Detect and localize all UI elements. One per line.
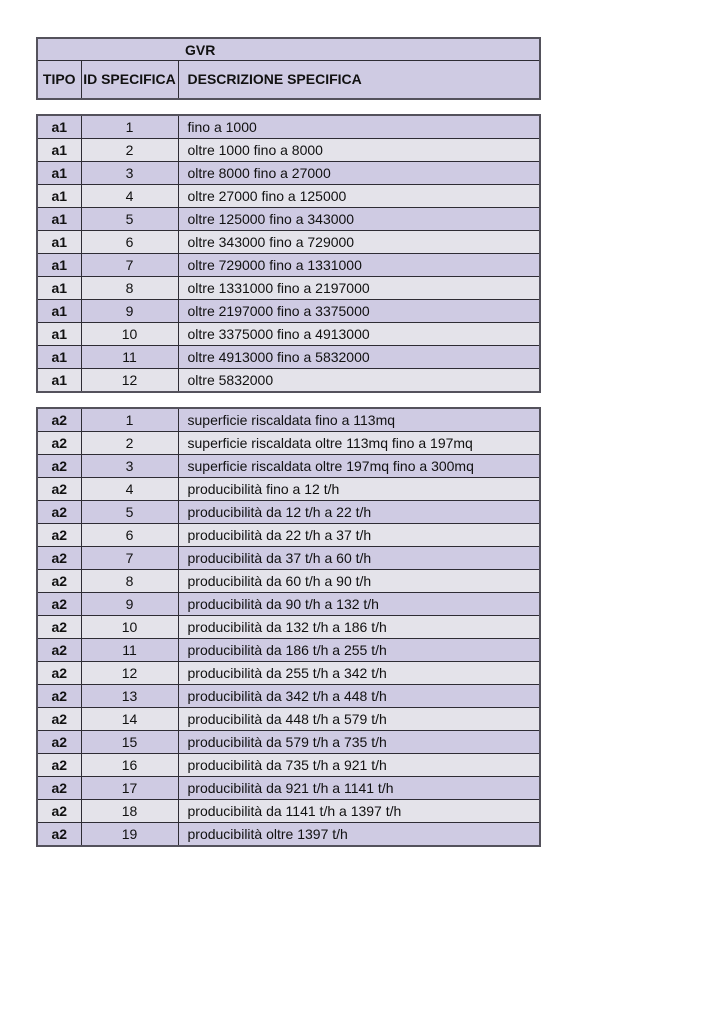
spec-table-a1-body [37,115,540,392]
tipo-cell: a2 [37,524,81,547]
descrizione-cell: producibilità da 90 t/h a 132 t/h [178,593,540,616]
table-row [37,231,540,254]
descrizione-cell: superficie riscaldata oltre 197mq fino a 300mq [178,455,540,478]
tipo-cell: a1 [37,185,81,208]
descrizione-cell: producibilità da 735 t/h a 921 t/h [178,754,540,777]
tipo-cell: a2 [37,662,81,685]
table-row [37,685,540,708]
table-row [37,185,540,208]
table-row [37,300,540,323]
table-row [37,408,540,432]
descrizione-cell: producibilità da 22 t/h a 37 t/h [178,524,540,547]
table-row [37,369,540,393]
table-row [37,277,540,300]
table-row [37,115,540,139]
tipo-cell: a2 [37,570,81,593]
tipo-cell: a2 [37,501,81,524]
descrizione-cell: producibilità da 60 t/h a 90 t/h [178,570,540,593]
table-row [37,547,540,570]
descrizione-cell: superficie riscaldata fino a 113mq [178,408,540,432]
tipo-cell: a1 [37,323,81,346]
tipo-cell: a1 [37,254,81,277]
table-row [37,639,540,662]
column-header-tipo: TIPO [37,61,81,100]
id-specifica-cell: 1 [81,408,178,432]
tipo-cell: a1 [37,231,81,254]
id-specifica-cell: 4 [81,185,178,208]
tipo-cell: a2 [37,777,81,800]
id-specifica-cell: 12 [81,662,178,685]
table-row [37,208,540,231]
id-specifica-cell: 12 [81,369,178,393]
descrizione-cell: producibilità da 921 t/h a 1141 t/h [178,777,540,800]
spec-table-a2-body [37,408,540,846]
table-row [37,800,540,823]
descrizione-cell: oltre 343000 fino a 729000 [178,231,540,254]
table-row [37,455,540,478]
descrizione-cell: oltre 5832000 [178,369,540,393]
descrizione-cell: oltre 1331000 fino a 2197000 [178,277,540,300]
table-row [37,254,540,277]
descrizione-cell: producibilità oltre 1397 t/h [178,823,540,847]
id-specifica-cell: 3 [81,162,178,185]
id-specifica-cell: 8 [81,277,178,300]
tipo-cell: a2 [37,593,81,616]
tipo-cell: a1 [37,300,81,323]
descrizione-cell: producibilità da 1141 t/h a 1397 t/h [178,800,540,823]
tipo-cell: a1 [37,208,81,231]
id-specifica-cell: 11 [81,639,178,662]
id-specifica-cell: 7 [81,254,178,277]
id-specifica-cell: 19 [81,823,178,847]
id-specifica-cell: 11 [81,346,178,369]
tipo-cell: a1 [37,115,81,139]
descrizione-cell: oltre 8000 fino a 27000 [178,162,540,185]
descrizione-cell: producibilità da 37 t/h a 60 t/h [178,547,540,570]
descrizione-cell: producibilità da 12 t/h a 22 t/h [178,501,540,524]
tipo-cell: a2 [37,708,81,731]
id-specifica-cell: 18 [81,800,178,823]
table-row [37,662,540,685]
table-row [37,823,540,847]
tipo-cell: a2 [37,639,81,662]
descrizione-cell: oltre 2197000 fino a 3375000 [178,300,540,323]
title-row [37,38,540,61]
table-row [37,346,540,369]
table-row [37,162,540,185]
id-specifica-cell: 15 [81,731,178,754]
id-specifica-cell: 3 [81,455,178,478]
spec-table-a1 [36,114,541,393]
id-specifica-cell: 6 [81,231,178,254]
descrizione-cell: oltre 27000 fino a 125000 [178,185,540,208]
id-specifica-cell: 2 [81,139,178,162]
table-row [37,501,540,524]
descrizione-cell: producibilità da 579 t/h a 735 t/h [178,731,540,754]
descrizione-cell: oltre 1000 fino a 8000 [178,139,540,162]
id-specifica-cell: 5 [81,208,178,231]
id-specifica-cell: 13 [81,685,178,708]
table-row [37,593,540,616]
tipo-cell: a1 [37,369,81,393]
tipo-cell: a1 [37,139,81,162]
id-specifica-cell: 9 [81,300,178,323]
table-row [37,323,540,346]
id-specifica-cell: 9 [81,593,178,616]
table-row [37,754,540,777]
id-specifica-cell: 7 [81,547,178,570]
id-specifica-cell: 5 [81,501,178,524]
table-row [37,432,540,455]
tipo-cell: a1 [37,162,81,185]
descrizione-cell: oltre 4913000 fino a 5832000 [178,346,540,369]
descrizione-cell: fino a 1000 [178,115,540,139]
tipo-cell: a2 [37,800,81,823]
descrizione-cell: producibilità da 448 t/h a 579 t/h [178,708,540,731]
tipo-cell: a2 [37,408,81,432]
descrizione-cell: producibilità fino a 12 t/h [178,478,540,501]
tipo-cell: a2 [37,754,81,777]
tipo-cell: a2 [37,731,81,754]
descrizione-cell: oltre 729000 fino a 1331000 [178,254,540,277]
tipo-cell: a2 [37,616,81,639]
descrizione-cell: oltre 125000 fino a 343000 [178,208,540,231]
descrizione-cell: producibilità da 132 t/h a 186 t/h [178,616,540,639]
id-specifica-cell: 10 [81,616,178,639]
descrizione-cell: producibilità da 255 t/h a 342 t/h [178,662,540,685]
id-specifica-cell: 4 [81,478,178,501]
spec-table-a2 [36,407,541,847]
table-row [37,777,540,800]
id-specifica-cell: 8 [81,570,178,593]
id-specifica-cell: 10 [81,323,178,346]
tipo-cell: a1 [37,346,81,369]
id-specifica-cell: 2 [81,432,178,455]
column-header-row [37,61,540,100]
table-row [37,616,540,639]
header-table [36,37,541,100]
table-row [37,731,540,754]
descrizione-cell: producibilità da 342 t/h a 448 t/h [178,685,540,708]
descrizione-cell: superficie riscaldata oltre 113mq fino a 197mq [178,432,540,455]
id-specifica-cell: 17 [81,777,178,800]
id-specifica-cell: 1 [81,115,178,139]
tipo-cell: a2 [37,823,81,847]
table-row [37,478,540,501]
table-row [37,139,540,162]
tipo-cell: a2 [37,685,81,708]
tipo-cell: a2 [37,455,81,478]
id-specifica-cell: 6 [81,524,178,547]
column-header-descrizione-specifica: DESCRIZIONE SPECIFICA [178,61,540,100]
table-row [37,570,540,593]
tipo-cell: a1 [37,277,81,300]
column-header-id-specifica: ID SPECIFICA [81,61,178,100]
tipo-cell: a2 [37,478,81,501]
table-row [37,708,540,731]
descrizione-cell: oltre 3375000 fino a 4913000 [178,323,540,346]
table-row [37,524,540,547]
id-specifica-cell: 16 [81,754,178,777]
tipo-cell: a2 [37,547,81,570]
descrizione-cell: producibilità da 186 t/h a 255 t/h [178,639,540,662]
tables-wrapper [36,37,539,847]
table-title: GVR [37,38,540,61]
tipo-cell: a2 [37,432,81,455]
id-specifica-cell: 14 [81,708,178,731]
